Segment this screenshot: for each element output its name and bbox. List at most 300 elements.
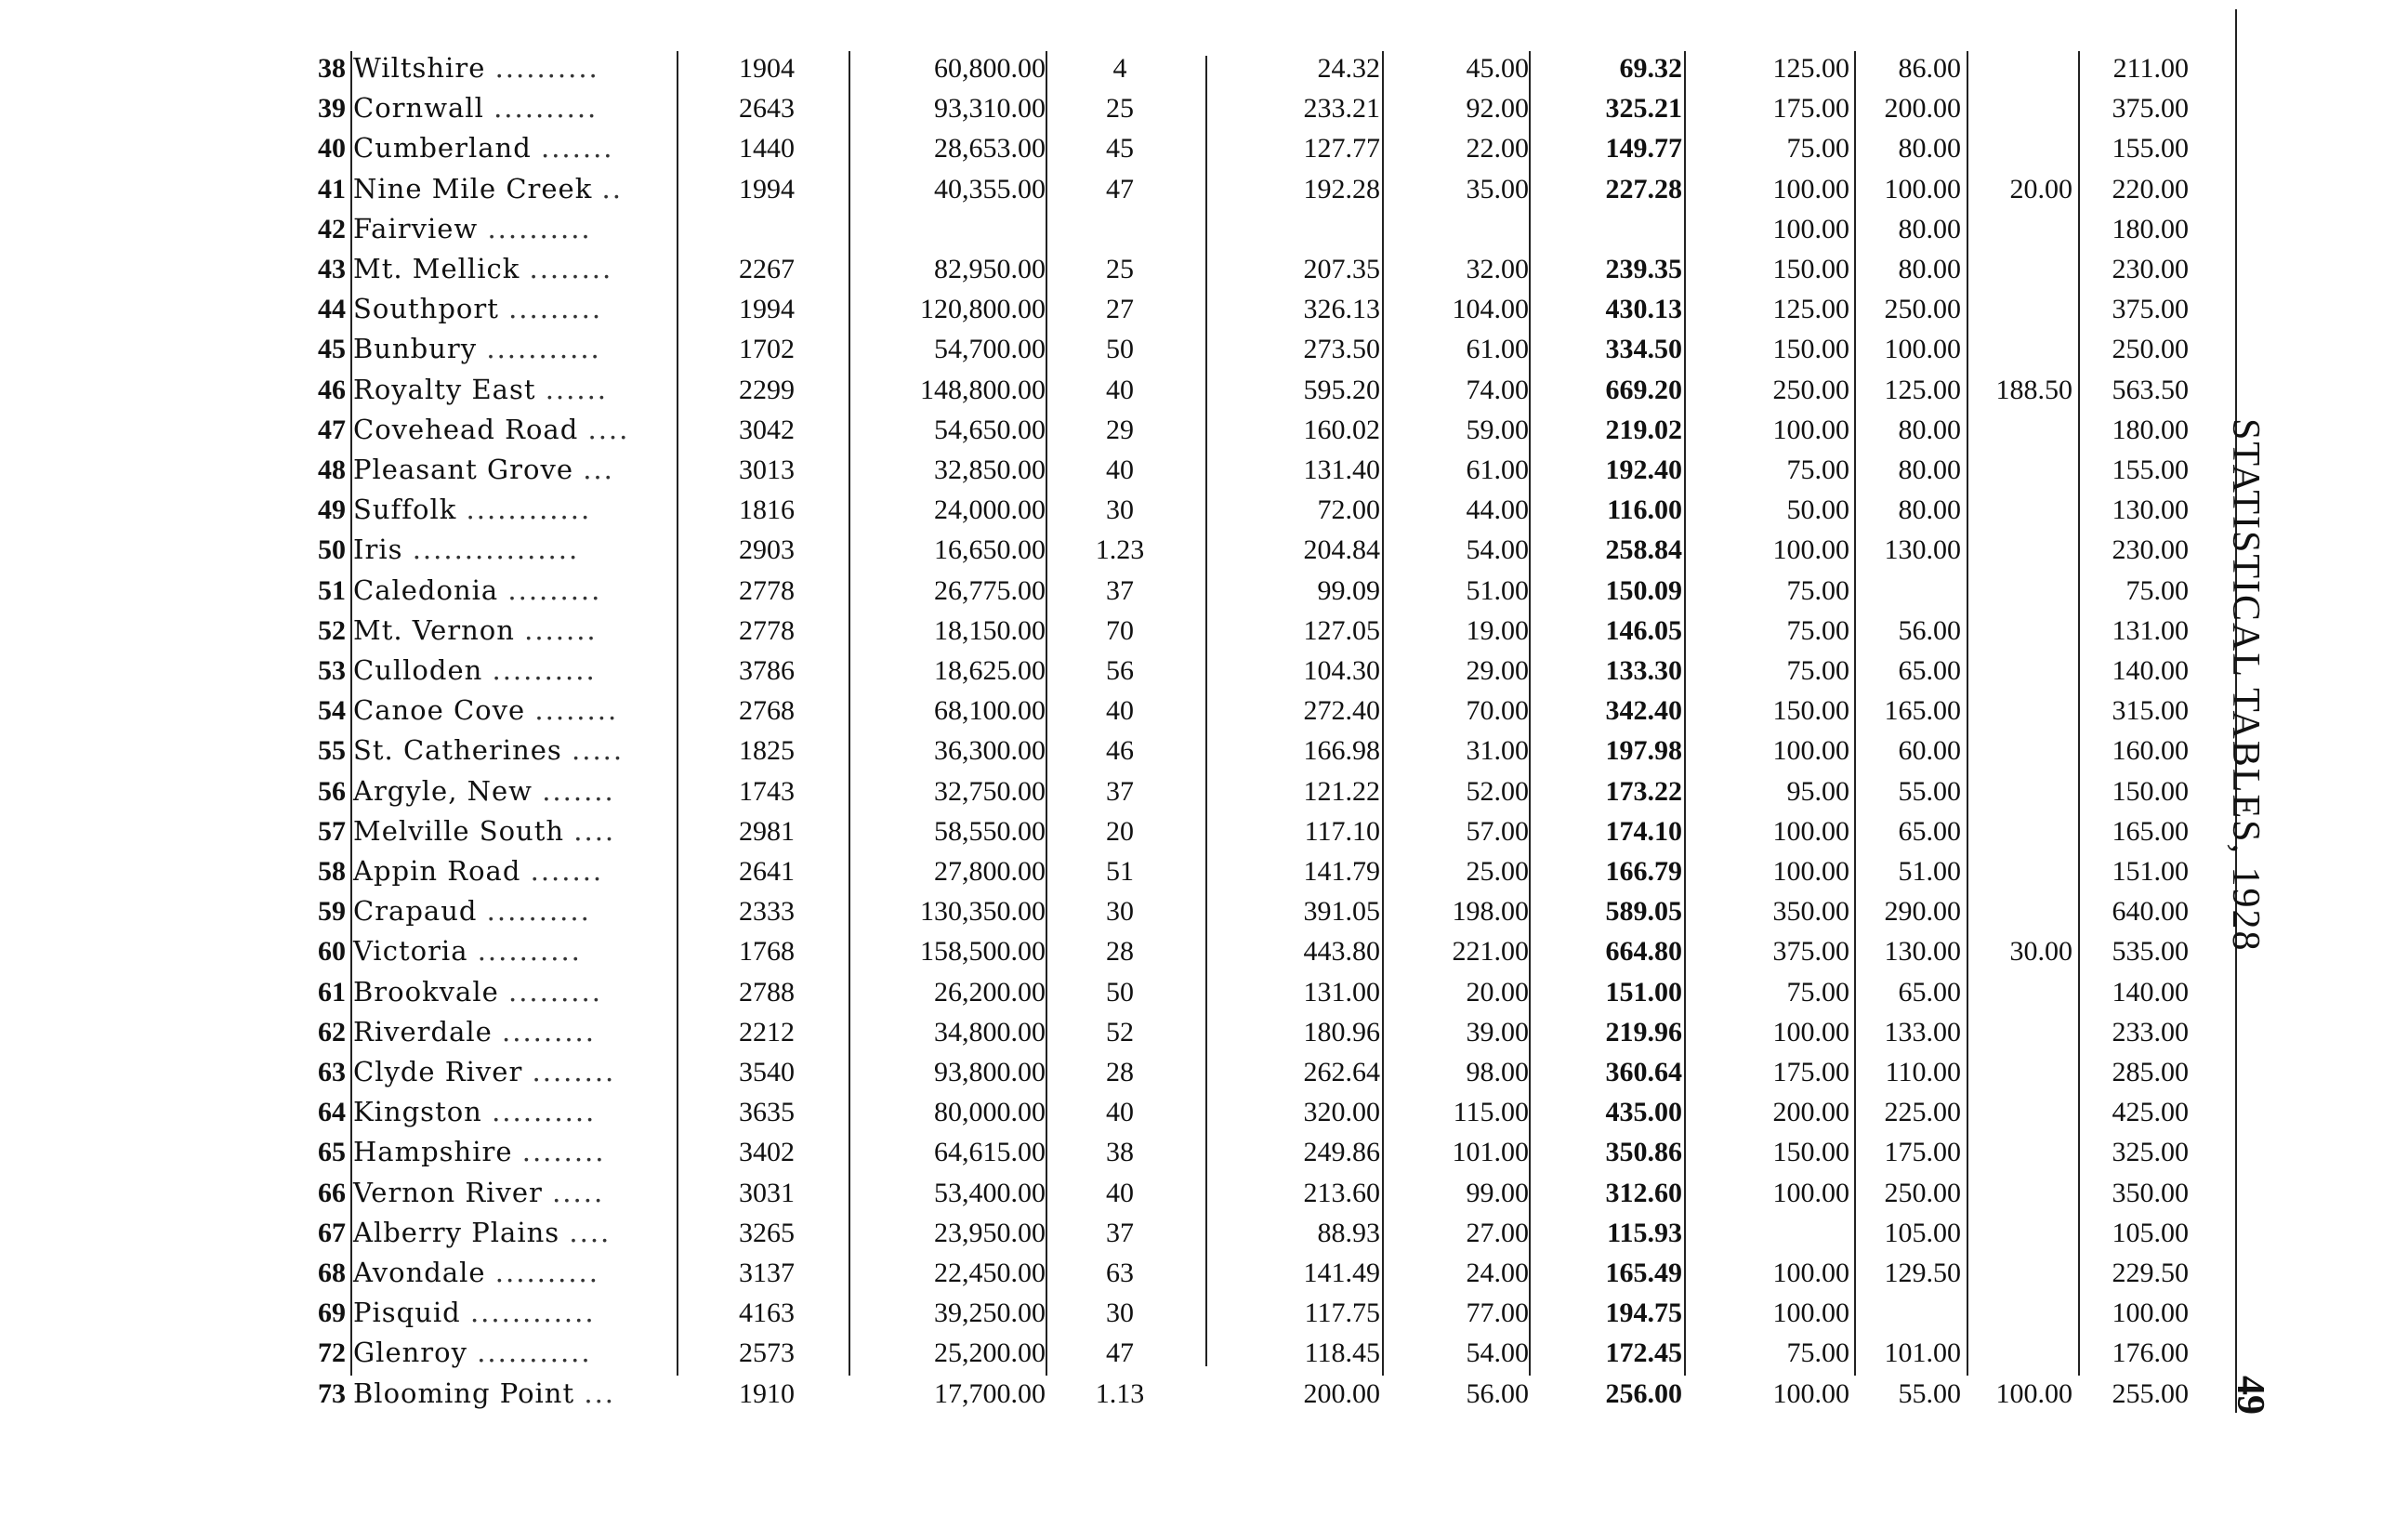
col-10-value: 563.50 <box>2112 374 2189 405</box>
col-10-value: 130.00 <box>2112 494 2189 526</box>
district-label: Cumberland <box>353 132 532 165</box>
district-name <box>353 891 669 931</box>
table-row <box>0 1092 2230 1132</box>
col-10-value: 255.00 <box>2112 1377 2189 1409</box>
col-10-value: 155.00 <box>2112 454 2189 485</box>
col-4-value: 207.35 <box>1303 254 1380 284</box>
leader-dots: .. <box>601 172 623 204</box>
col-6-value: 115.93 <box>1607 1217 1682 1248</box>
row-number: 40 <box>318 133 346 165</box>
col-10-value: 180.00 <box>2112 414 2189 445</box>
col-10-value: 75.00 <box>2125 574 2189 606</box>
col-3-value: 37 <box>1106 775 1134 807</box>
col-10-value: 250.00 <box>2112 334 2189 365</box>
col-3-value: 4 <box>1112 53 1127 84</box>
row-number: 55 <box>318 735 346 767</box>
col-3-value: 38 <box>1106 1137 1134 1168</box>
col-3-value: 29 <box>1106 414 1134 445</box>
district-label: Alberry Plains <box>353 1216 560 1248</box>
col-6-value: 146.05 <box>1605 614 1682 646</box>
col-10-value: 535.00 <box>2112 936 2189 968</box>
col-4-value: 141.79 <box>1303 856 1380 887</box>
col-5-value: 99.00 <box>1466 1177 1529 1208</box>
col-8-value: 65.00 <box>1898 976 1961 1008</box>
col-6-value: 192.40 <box>1605 454 1682 485</box>
col-2-value: 68,100.00 <box>934 695 1046 727</box>
col-1-value: 1768 <box>739 936 795 968</box>
col-2-value: 93,800.00 <box>934 1057 1046 1087</box>
col-9-value: 100.00 <box>1995 1377 2072 1409</box>
district-name <box>353 289 669 329</box>
col-1-value: 2573 <box>739 1337 795 1369</box>
col-6-value: 360.64 <box>1605 1057 1682 1087</box>
col-6-value: 197.98 <box>1605 735 1682 767</box>
col-1-value: 3013 <box>739 454 795 485</box>
table-row <box>0 88 2230 128</box>
col-3-value: 1.23 <box>1095 534 1145 566</box>
col-2-value: 120,800.00 <box>920 294 1046 325</box>
col-6-value: 334.50 <box>1605 334 1682 365</box>
col-7-value: 75.00 <box>1786 614 1849 646</box>
row-number: 58 <box>318 856 346 887</box>
district-name <box>353 249 669 289</box>
table-row <box>0 851 2230 891</box>
col-4-value: 24.32 <box>1317 53 1380 84</box>
row-number: 61 <box>318 976 346 1008</box>
leader-dots: ...... <box>545 373 609 405</box>
col-10-value: 140.00 <box>2112 655 2189 686</box>
col-8-value: 55.00 <box>1898 1377 1961 1409</box>
col-1-value: 1743 <box>739 775 795 807</box>
col-5-value <box>1389 209 1529 249</box>
leader-dots: ..... <box>552 1176 605 1208</box>
col-2-value: 32,750.00 <box>934 775 1046 807</box>
table-row <box>0 128 2230 168</box>
row-number: 50 <box>318 534 346 566</box>
col-2-value: 82,950.00 <box>934 254 1046 284</box>
leader-dots: ......... <box>507 573 602 606</box>
col-10-value: 211.00 <box>2112 53 2189 84</box>
row-number: 47 <box>318 414 346 445</box>
col-2-value: 17,700.00 <box>934 1377 1046 1409</box>
district-name <box>353 370 669 410</box>
district-label: Clyde River <box>353 1056 523 1087</box>
col-3-value: 20 <box>1106 815 1134 847</box>
col-8-value: 250.00 <box>1884 1177 1961 1208</box>
district-name <box>353 530 669 570</box>
table-row <box>0 611 2230 651</box>
col-10-value: 165.00 <box>2112 815 2189 847</box>
col-7-value: 100.00 <box>1772 856 1849 887</box>
col-1-value: 4163 <box>739 1298 795 1329</box>
district-label: Caledonia <box>353 573 499 606</box>
col-1-value: 1994 <box>739 294 795 325</box>
col-3-value: 27 <box>1106 294 1134 325</box>
col-3-value: 51 <box>1106 856 1134 887</box>
col-7-value: 100.00 <box>1772 173 1849 204</box>
district-name <box>353 691 669 731</box>
col-2-value: 93,310.00 <box>934 93 1046 125</box>
col-7-value: 125.00 <box>1772 294 1849 325</box>
leader-dots: .......... <box>487 212 592 244</box>
col-5-value: 115.00 <box>1453 1097 1529 1128</box>
table-row <box>0 1012 2230 1052</box>
col-1-value: 1816 <box>739 494 795 526</box>
col-2-value: 54,700.00 <box>934 334 1046 365</box>
row-number: 46 <box>318 374 346 405</box>
col-10-value: 229.50 <box>2112 1258 2189 1288</box>
row-number: 42 <box>318 213 346 244</box>
district-name <box>353 490 669 530</box>
col-5-value: 54.00 <box>1466 534 1529 566</box>
col-10-value: 315.00 <box>2112 695 2189 727</box>
district-label: Fairview <box>353 212 479 244</box>
col-2-value: 130,350.00 <box>920 896 1046 928</box>
col-5-value: 61.00 <box>1466 454 1529 485</box>
col-7-value: 100.00 <box>1772 213 1849 244</box>
row-number: 65 <box>318 1137 346 1168</box>
table-row <box>0 891 2230 931</box>
district-name <box>353 1132 669 1172</box>
district-label: Melville South <box>353 814 565 847</box>
col-2-value: 28,653.00 <box>934 133 1046 165</box>
col-5-value: 198.00 <box>1452 896 1529 928</box>
col-1-value: 1904 <box>739 53 795 84</box>
col-1-value: 2267 <box>739 254 795 284</box>
col-10-value: 105.00 <box>2112 1217 2189 1248</box>
col-1-value: 2333 <box>739 896 795 928</box>
district-name <box>353 731 669 771</box>
col-1-value: 2768 <box>739 695 795 727</box>
col-6-value: 151.00 <box>1605 976 1682 1008</box>
col-7-value: 100.00 <box>1772 1177 1849 1208</box>
col-5-value: 57.00 <box>1466 815 1529 847</box>
col-2-value <box>874 209 1046 249</box>
col-1-value: 3042 <box>739 414 795 445</box>
col-5-value: 29.00 <box>1466 655 1529 686</box>
table-row <box>0 1132 2230 1172</box>
district-name <box>353 611 669 651</box>
col-1-value: 3265 <box>739 1217 795 1248</box>
col-8-value: 165.00 <box>1884 695 1961 727</box>
col-4-value: 204.84 <box>1303 534 1380 566</box>
col-7-value: 100.00 <box>1772 534 1849 566</box>
col-2-value: 39,250.00 <box>934 1298 1046 1329</box>
col-1-value: 3402 <box>739 1137 795 1168</box>
leader-dots: .... <box>587 413 630 445</box>
col-10-value: 425.00 <box>2112 1097 2189 1128</box>
leader-dots: ........ <box>529 253 613 284</box>
col-7-value: 150.00 <box>1772 1137 1849 1168</box>
district-name <box>353 1012 669 1052</box>
col-5-value: 35.00 <box>1466 173 1529 204</box>
col-8-value: 55.00 <box>1898 775 1961 807</box>
col-6-value: 165.49 <box>1605 1258 1682 1288</box>
col-4-value: 213.60 <box>1303 1177 1380 1208</box>
col-5-value: 32.00 <box>1466 254 1529 284</box>
district-label: Blooming Point <box>353 1377 575 1409</box>
col-5-value: 101.00 <box>1452 1137 1529 1168</box>
col-8-value: 51.00 <box>1898 856 1961 887</box>
col-8-value: 80.00 <box>1898 414 1961 445</box>
col-2-value: 60,800.00 <box>934 53 1046 84</box>
col-4-value: 88.93 <box>1317 1217 1380 1248</box>
district-name <box>353 1333 669 1373</box>
col-3-value: 56 <box>1106 655 1134 686</box>
district-name <box>353 1293 669 1333</box>
col-10-value: 220.00 <box>2112 173 2189 204</box>
col-8-value: 60.00 <box>1898 735 1961 767</box>
col-4-value: 117.10 <box>1304 815 1380 847</box>
col-3-value: 30 <box>1106 1298 1134 1329</box>
col-2-value: 23,950.00 <box>934 1217 1046 1248</box>
col-10-value: 375.00 <box>2112 294 2189 325</box>
district-name <box>353 209 669 249</box>
col-10-value: 150.00 <box>2112 775 2189 807</box>
col-10-value: 230.00 <box>2112 254 2189 284</box>
row-number: 60 <box>318 936 346 968</box>
col-3-value: 63 <box>1106 1258 1134 1288</box>
col-8-value: 80.00 <box>1898 254 1961 284</box>
col-2-value: 158,500.00 <box>920 936 1046 968</box>
col-6-value: 149.77 <box>1605 133 1682 165</box>
leader-dots: ....... <box>542 774 615 807</box>
col-3-value: 25 <box>1106 254 1134 284</box>
leader-dots: .......... <box>492 1096 597 1128</box>
leader-dots: ..... <box>572 734 625 767</box>
col-4-value: 121.22 <box>1303 775 1380 807</box>
district-label: Iris <box>353 534 403 566</box>
col-5-value: 44.00 <box>1466 494 1529 526</box>
col-10-value: 100.00 <box>2112 1298 2189 1329</box>
side-title: STATISTICAL TABLES, 1928 <box>2224 418 2267 953</box>
row-number: 51 <box>318 574 346 606</box>
col-5-value: 59.00 <box>1466 414 1529 445</box>
district-label: Wiltshire <box>353 52 486 84</box>
col-6-value: 219.96 <box>1605 1016 1682 1047</box>
district-label: Brookvale <box>353 975 499 1008</box>
table-row <box>0 1052 2230 1092</box>
col-3-value: 40 <box>1106 1097 1134 1128</box>
col-3-value <box>1069 209 1171 249</box>
col-8-value: 175.00 <box>1884 1137 1961 1168</box>
district-name <box>353 128 669 168</box>
district-label: Nine Mile Creek <box>353 172 593 204</box>
table-row <box>0 48 2230 88</box>
district-name <box>353 571 669 611</box>
col-3-value: 37 <box>1106 1217 1134 1248</box>
col-5-value: 27.00 <box>1466 1217 1529 1248</box>
district-label: Argyle, New <box>353 774 533 807</box>
col-6-value: 133.30 <box>1605 655 1682 686</box>
leader-dots: .... <box>569 1216 612 1248</box>
col-5-value: 98.00 <box>1466 1057 1529 1087</box>
col-5-value: 45.00 <box>1466 53 1529 84</box>
col-1-value: 2299 <box>739 374 795 405</box>
col-1-value: 2641 <box>739 856 795 887</box>
col-1-value: 2981 <box>739 815 795 847</box>
col-8-value: 80.00 <box>1898 454 1961 485</box>
col-10-value: 140.00 <box>2112 976 2189 1008</box>
col-6-value: 172.45 <box>1605 1337 1682 1369</box>
col-7-value: 250.00 <box>1772 374 1849 405</box>
table-row <box>0 410 2230 450</box>
col-3-value: 40 <box>1106 695 1134 727</box>
col-6-value: 219.02 <box>1605 414 1682 445</box>
col-4-value: 99.09 <box>1317 574 1380 606</box>
col-5-value: 22.00 <box>1466 133 1529 165</box>
col-5-value: 77.00 <box>1466 1298 1529 1329</box>
district-name <box>353 329 669 369</box>
table-row <box>0 249 2230 289</box>
row-number: 62 <box>318 1016 346 1047</box>
col-2-value: 26,200.00 <box>934 976 1046 1008</box>
col-4-value: 192.28 <box>1303 173 1380 204</box>
col-4-value: 131.40 <box>1303 454 1380 485</box>
col-3-value: 47 <box>1106 173 1134 204</box>
leader-dots: .......... <box>492 654 597 686</box>
col-10-value: 176.00 <box>2112 1337 2189 1369</box>
col-6-value: 239.35 <box>1605 254 1682 284</box>
col-6-value: 69.32 <box>1619 53 1682 84</box>
col-5-value: 31.00 <box>1466 735 1529 767</box>
col-9-value: 30.00 <box>2009 936 2072 968</box>
col-7-value: 150.00 <box>1772 254 1849 284</box>
district-label: Avondale <box>353 1257 486 1288</box>
col-5-value: 51.00 <box>1466 574 1529 606</box>
district-label: Glenroy <box>353 1337 467 1369</box>
district-name <box>353 1052 669 1092</box>
col-5-value: 104.00 <box>1452 294 1529 325</box>
col-10-value: 131.00 <box>2112 614 2189 646</box>
col-7-value: 75.00 <box>1786 574 1849 606</box>
col-4-value: 72.00 <box>1317 494 1380 526</box>
row-number: 45 <box>318 334 346 365</box>
leader-dots: .... <box>573 814 616 847</box>
col-7-value: 100.00 <box>1772 815 1849 847</box>
leader-dots: ........... <box>486 333 601 365</box>
col-1-value: 2778 <box>739 614 795 646</box>
table-row <box>0 1374 2230 1414</box>
row-number: 68 <box>318 1258 346 1288</box>
col-4-value: 200.00 <box>1303 1377 1380 1409</box>
leader-dots: ........ <box>521 1136 606 1168</box>
col-3-value: 37 <box>1106 574 1134 606</box>
district-name <box>353 1374 669 1414</box>
col-7-value: 75.00 <box>1786 133 1849 165</box>
district-name <box>353 1092 669 1132</box>
col-6-value: 435.00 <box>1605 1097 1682 1128</box>
col-4-value: 180.96 <box>1303 1016 1380 1047</box>
col-4-value: 141.49 <box>1303 1258 1380 1288</box>
table-row <box>0 490 2230 530</box>
col-3-value: 46 <box>1106 735 1134 767</box>
row-number: 73 <box>318 1377 346 1409</box>
col-8-value: 130.00 <box>1884 534 1961 566</box>
col-9-value: 20.00 <box>2009 173 2072 204</box>
row-number: 53 <box>318 655 346 686</box>
leader-dots: ......... <box>508 293 603 325</box>
col-10-value: 350.00 <box>2112 1177 2189 1208</box>
col-7-value: 100.00 <box>1772 735 1849 767</box>
col-4-value: 272.40 <box>1303 695 1380 727</box>
col-7-value: 50.00 <box>1786 494 1849 526</box>
district-label: Mt. Mellick <box>353 253 520 284</box>
col-8-value: 290.00 <box>1884 896 1961 928</box>
col-2-value: 58,550.00 <box>934 815 1046 847</box>
leader-dots: ........... <box>477 1337 592 1369</box>
table-row <box>0 450 2230 490</box>
col-8-value: 133.00 <box>1884 1016 1961 1047</box>
district-name <box>353 410 669 450</box>
col-5-value: 39.00 <box>1466 1016 1529 1047</box>
col-2-value: 32,850.00 <box>934 454 1046 485</box>
col-3-value: 50 <box>1106 334 1134 365</box>
leader-dots: ....... <box>524 613 598 646</box>
row-number: 52 <box>318 614 346 646</box>
district-name <box>353 88 669 128</box>
leader-dots: ............ <box>469 1297 596 1329</box>
district-label: Cornwall <box>353 92 484 125</box>
col-5-value: 70.00 <box>1466 695 1529 727</box>
col-6-value: 664.80 <box>1605 936 1682 968</box>
leader-dots: ... <box>583 454 614 485</box>
district-label: Vernon River <box>353 1176 543 1208</box>
district-label: Bunbury <box>353 333 478 365</box>
col-6-value: 669.20 <box>1605 374 1682 405</box>
col-7-value: 100.00 <box>1772 1298 1849 1329</box>
col-2-value: 16,650.00 <box>934 534 1046 566</box>
col-6-value: 350.86 <box>1605 1137 1682 1168</box>
col-1-value: 2212 <box>739 1016 795 1047</box>
leader-dots: .......... <box>477 935 582 968</box>
col-2-value: 40,355.00 <box>934 173 1046 204</box>
col-1-value: 1702 <box>739 334 795 365</box>
col-2-value: 22,450.00 <box>934 1258 1046 1288</box>
col-3-value: 28 <box>1106 1057 1134 1087</box>
col-1-value: 3031 <box>739 1177 795 1208</box>
table-row <box>0 1333 2230 1373</box>
col-7-value: 150.00 <box>1772 334 1849 365</box>
col-6-value: 194.75 <box>1605 1298 1682 1329</box>
district-label: Canoe Cove <box>353 694 526 727</box>
table-row <box>0 169 2230 209</box>
col-6-value: 173.22 <box>1605 775 1682 807</box>
col-8-value: 56.00 <box>1898 614 1961 646</box>
col-2-value: 54,650.00 <box>934 414 1046 445</box>
col-7-value: 75.00 <box>1786 1337 1849 1369</box>
col-1-value: 1440 <box>739 133 795 165</box>
table-row <box>0 1293 2230 1333</box>
col-7-value: 75.00 <box>1786 454 1849 485</box>
district-name <box>353 771 669 811</box>
col-7-value: 95.00 <box>1786 775 1849 807</box>
col-9-value: 188.50 <box>1995 374 2072 405</box>
district-label: Mt. Vernon <box>353 613 515 646</box>
col-8-value: 250.00 <box>1884 294 1961 325</box>
district-label: Culloden <box>353 654 483 686</box>
col-5-value: 52.00 <box>1466 775 1529 807</box>
table-row <box>0 289 2230 329</box>
col-1-value: 2643 <box>739 93 795 125</box>
leader-dots: ... <box>584 1377 616 1409</box>
col-1-value: 2788 <box>739 976 795 1008</box>
row-number: 39 <box>318 93 346 125</box>
table-row <box>0 571 2230 611</box>
col-7-value: 375.00 <box>1772 936 1849 968</box>
col-3-value: 40 <box>1106 1177 1134 1208</box>
col-4-value: 160.02 <box>1303 414 1380 445</box>
